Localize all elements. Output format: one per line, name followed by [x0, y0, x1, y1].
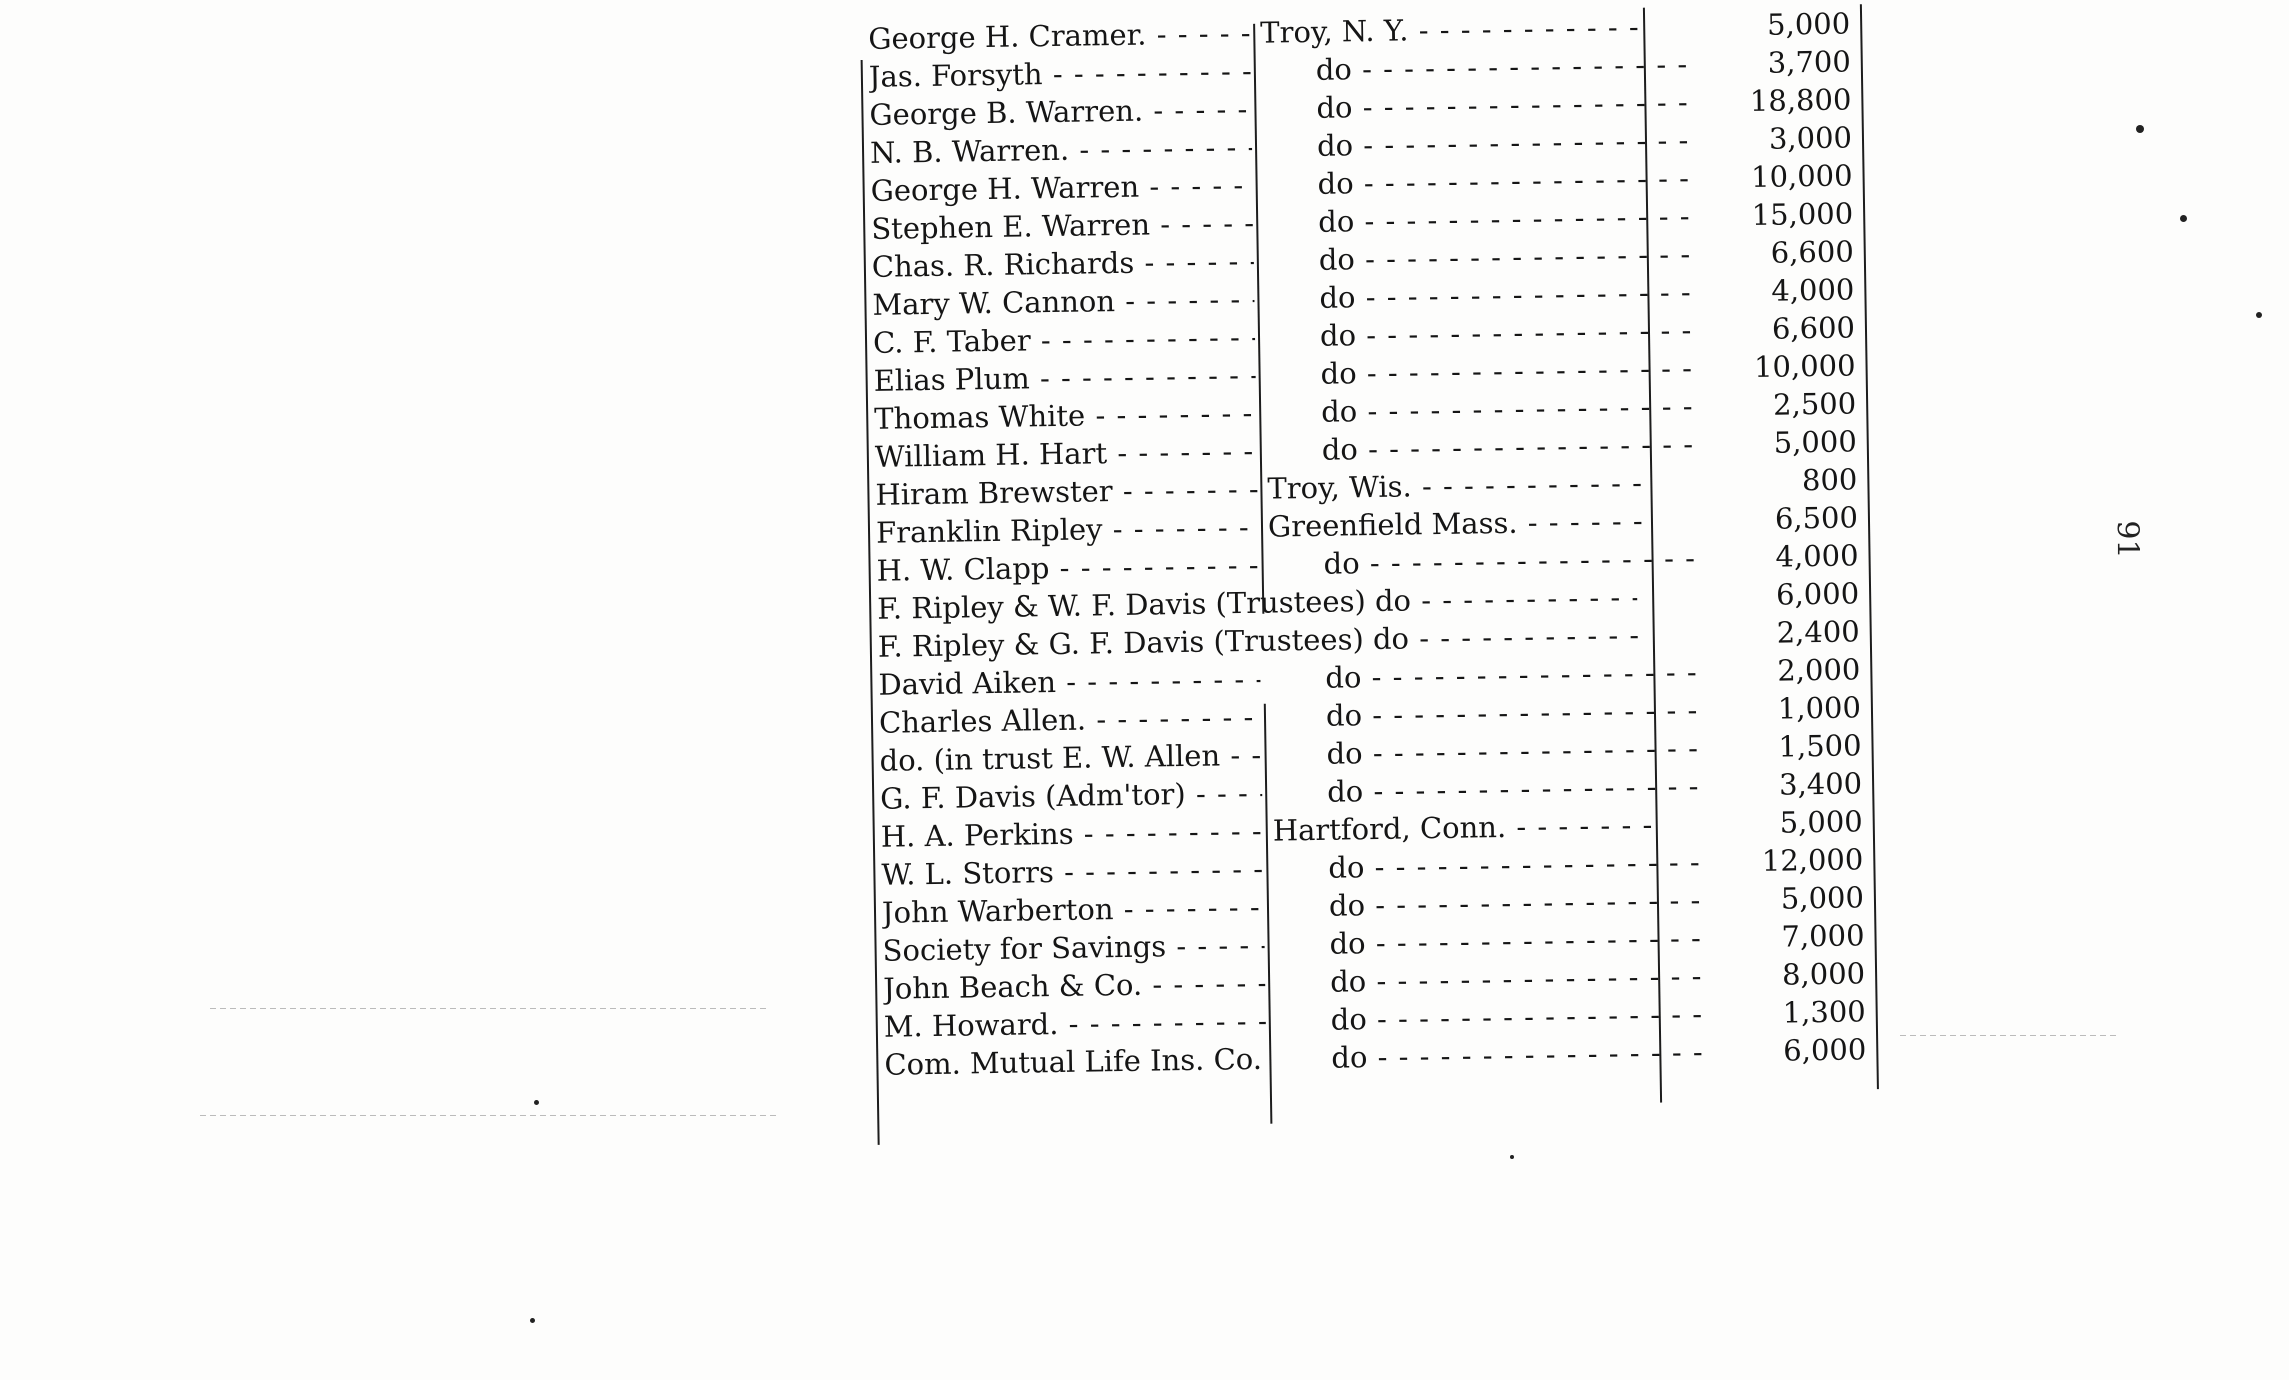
holder-name: Charles Allen. - - -	[879, 698, 1262, 742]
holder-residence: do - - -	[1274, 919, 1712, 964]
holder-residence: do - - -	[1266, 387, 1704, 432]
ink-speck	[534, 1100, 539, 1105]
share-amount: 10,000	[1750, 158, 1853, 195]
holder-name: Jas. Forsyth - - -	[869, 52, 1252, 96]
holder-residence: Troy, Wis. - - -	[1267, 464, 1650, 508]
holder-name: Stephen E. Warren - - -	[871, 204, 1254, 248]
ink-speck	[2180, 215, 2187, 222]
share-amount: 6,600	[1770, 234, 1855, 270]
share-amount: 3,400	[1778, 766, 1863, 802]
holder-name: C. F. Taber - - -	[873, 318, 1256, 362]
holder-residence: do - - -	[1276, 1033, 1714, 1078]
holder-residence: do - - -	[1274, 881, 1712, 926]
share-amount: 2,000	[1777, 652, 1861, 688]
holder-residence: Greenfield Mass. - - -	[1268, 502, 1651, 546]
share-amount: 6,000	[1775, 576, 1860, 612]
holder-residence: do - - -	[1262, 121, 1700, 166]
holder-name: Thomas White - - -	[874, 394, 1257, 438]
ink-speck	[530, 1318, 535, 1323]
share-amount: 1,000	[1777, 690, 1862, 726]
share-amount: 8,000	[1781, 956, 1866, 992]
holder-name: Com. Mutual Life Ins. Co. - - -	[884, 1040, 1267, 1084]
share-amount: 6,500	[1774, 500, 1859, 536]
share-amount: 1,500	[1778, 728, 1862, 764]
holder-residence: do - - -	[1261, 83, 1699, 128]
holder-name: F. Ripley & G. F. Davis (Trustees) do - - -	[878, 616, 1639, 666]
holder-residence: do - - -	[1264, 235, 1702, 280]
holder-name: F. Ripley & W. F. Davis (Trustees) do - - -	[877, 578, 1638, 628]
holder-name: Chas. R. Richards - - -	[872, 242, 1255, 286]
holder-residence: do - - -	[1267, 425, 1705, 470]
share-amount: 4,000	[1775, 538, 1859, 574]
holder-name: John Warberton - - -	[882, 888, 1265, 932]
ink-speck	[2136, 125, 2144, 133]
holder-residence: do - - -	[1268, 539, 1706, 584]
holder-name: Mary W. Cannon - - -	[872, 280, 1255, 324]
share-amount: 6,000	[1783, 1032, 1867, 1068]
share-amount: 4,000	[1771, 272, 1855, 308]
holder-name: H. W. Clapp - - -	[876, 546, 1259, 590]
holder-residence: do - - -	[1272, 767, 1710, 812]
holder-name: Society for Savings - - -	[882, 926, 1265, 970]
holder-name: George H. Cramer. - - -	[868, 14, 1251, 58]
share-amount: 15,000	[1751, 196, 1854, 233]
stockholder-table	[860, 4, 1917, 1084]
share-amount: 18,800	[1749, 82, 1852, 119]
holder-name: W. L. Storrs - - -	[881, 850, 1264, 894]
holder-residence: do - - -	[1270, 653, 1708, 698]
holder-name: H. A. Perkins - - -	[881, 812, 1264, 856]
holder-residence: do - - -	[1271, 729, 1709, 774]
share-amount: 10,000	[1753, 348, 1856, 384]
holder-name: G. F. Davis (Adm'tor) - - -	[880, 774, 1263, 818]
holder-name: George H. Warren - - -	[870, 166, 1253, 210]
share-amount: 12,000	[1761, 842, 1864, 878]
holder-name: John Beach & Co. - - -	[883, 964, 1266, 1008]
holder-residence: do - - -	[1275, 957, 1713, 1002]
holder-residence: Hartford, Conn. - - -	[1272, 806, 1655, 850]
holder-residence: do - - -	[1261, 45, 1699, 90]
holder-residence: Troy, N. Y. - - -	[1260, 8, 1643, 52]
holder-residence: do - - -	[1275, 995, 1713, 1040]
holder-name: William H. Hart - - -	[875, 432, 1258, 476]
holder-residence: do - - -	[1273, 843, 1711, 888]
holder-residence: do - - -	[1263, 197, 1701, 242]
holder-residence: do - - -	[1265, 311, 1703, 356]
share-amount: 3,000	[1768, 120, 1853, 156]
holder-name: George B. Warren. - - -	[869, 90, 1252, 134]
share-amount: 800	[1801, 462, 1858, 498]
share-amount: 1,300	[1782, 994, 1866, 1030]
share-amount: 5,000	[1766, 6, 1851, 42]
holder-name: Franklin Ripley - - -	[876, 508, 1259, 552]
page-number: 91	[2109, 520, 2145, 559]
table-body	[860, 4, 1917, 1084]
share-amount: 5,000	[1780, 880, 1865, 916]
share-amount: 6,600	[1771, 310, 1856, 346]
ink-speck	[1510, 1155, 1514, 1159]
holder-name: N. B. Warren. - - -	[870, 128, 1253, 172]
bleed-through-rule	[1900, 1035, 2120, 1036]
holder-name: do. (in trust E. W. Allen - - -	[879, 736, 1262, 780]
share-amount: 2,400	[1776, 614, 1860, 650]
holder-residence: do - - -	[1271, 691, 1709, 736]
holder-residence: do - - -	[1265, 349, 1703, 394]
share-amount: 7,000	[1781, 918, 1865, 954]
share-amount: 5,000	[1773, 424, 1858, 460]
holder-name: Elias Plum - - -	[873, 356, 1256, 400]
bleed-through-rule	[210, 1008, 770, 1009]
bleed-through-rule	[200, 1115, 780, 1116]
holder-name: David Aiken - - -	[878, 660, 1261, 704]
holder-name: Hiram Brewster - - -	[875, 470, 1258, 514]
ink-speck	[2256, 312, 2262, 318]
holder-residence: do - - -	[1264, 273, 1702, 318]
share-amount: 2,500	[1772, 386, 1857, 422]
share-amount: 3,700	[1767, 44, 1852, 80]
holder-name: M. Howard. - - -	[884, 1002, 1267, 1046]
holder-residence: do - - -	[1262, 159, 1700, 204]
share-amount: 5,000	[1779, 804, 1863, 840]
